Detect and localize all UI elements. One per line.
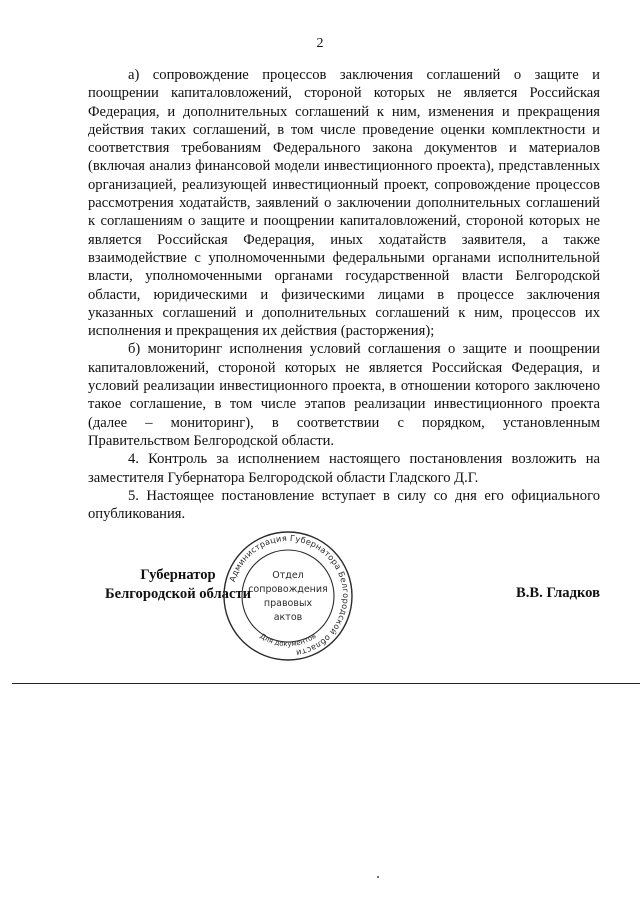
signer-position-line-2: Белгородской области (104, 586, 252, 602)
paragraph-item-b: б) мониторинг исполнения условий соглашения о защите и поощрении капиталовложений, стороной которых не является Российская Федерация, и условий реализации инвестиционного проекта, в отношении которого заключено такое соглашение, в том числе этапов реализации инвестиционного проекта (далее – мониторинг), в соответствии с порядком, установленным Правительством Белгородской области. (88, 341, 600, 449)
stamp-outer-text: Администрация Губернатора Белгородской области (227, 532, 352, 659)
scan-speck (377, 876, 379, 878)
stamp-inner-line-1: Отдел (272, 570, 304, 581)
signer-name: В.В. Гладков (516, 585, 600, 601)
stamp-inner-line-4: актов (273, 612, 303, 623)
stamp-bottom-text: Для документов (258, 631, 318, 649)
paragraph-item-a: а) сопровождение процессов заключения соглашений о защите и поощрении капиталовложений, стороной которых не является Российская Федерация, и дополнительных соглашений к ним, изменения и прекращения действия таких соглашений, в том числе проведение оценки комплектности и соответствия требованиям Федерального закона документов и материалов (включая анализ финансовой модели инвестиционного проекта), представленных организацией, реализующей инвестиционный проект, сопровождение процессов рассмотрения ходатайств, заявлений о заключении дополнительных соглашений к соглашениям о защите и поощрении капиталовложений, стороной которых не является Российская Федерация, иных ходатайств заявителя, а также взаимодействие с уполномоченными федеральными органами исполнительной власти, уполномоченными органами государственной власти Белгородской области, юридическими и физическими лицами в процессе заключения указанных соглашений и дополнительных соглашений к ним, процессов их исполнения и прекращения их действия (расторжения); (88, 67, 600, 340)
paragraph-point-4: 4. Контроль за исполнением настоящего постановления возложить на заместителя Губернатора Белгородской области Гладского Д.Г. (88, 451, 600, 486)
official-stamp (222, 530, 354, 662)
document-body (88, 66, 600, 523)
stamp-inner-line-2: сопровождения (248, 584, 328, 595)
paragraph-point-5: 5. Настоящее постановление вступает в силу со дня его официального опубликования. (88, 487, 600, 523)
signer-position-line-1: Губернатор (140, 567, 216, 583)
stamp-inner-line-3: правовых (263, 598, 313, 609)
svg-text:Администрация Губернатора Белг (227, 533, 351, 658)
page-number: 2 (316, 36, 324, 51)
divider-line (12, 683, 640, 684)
